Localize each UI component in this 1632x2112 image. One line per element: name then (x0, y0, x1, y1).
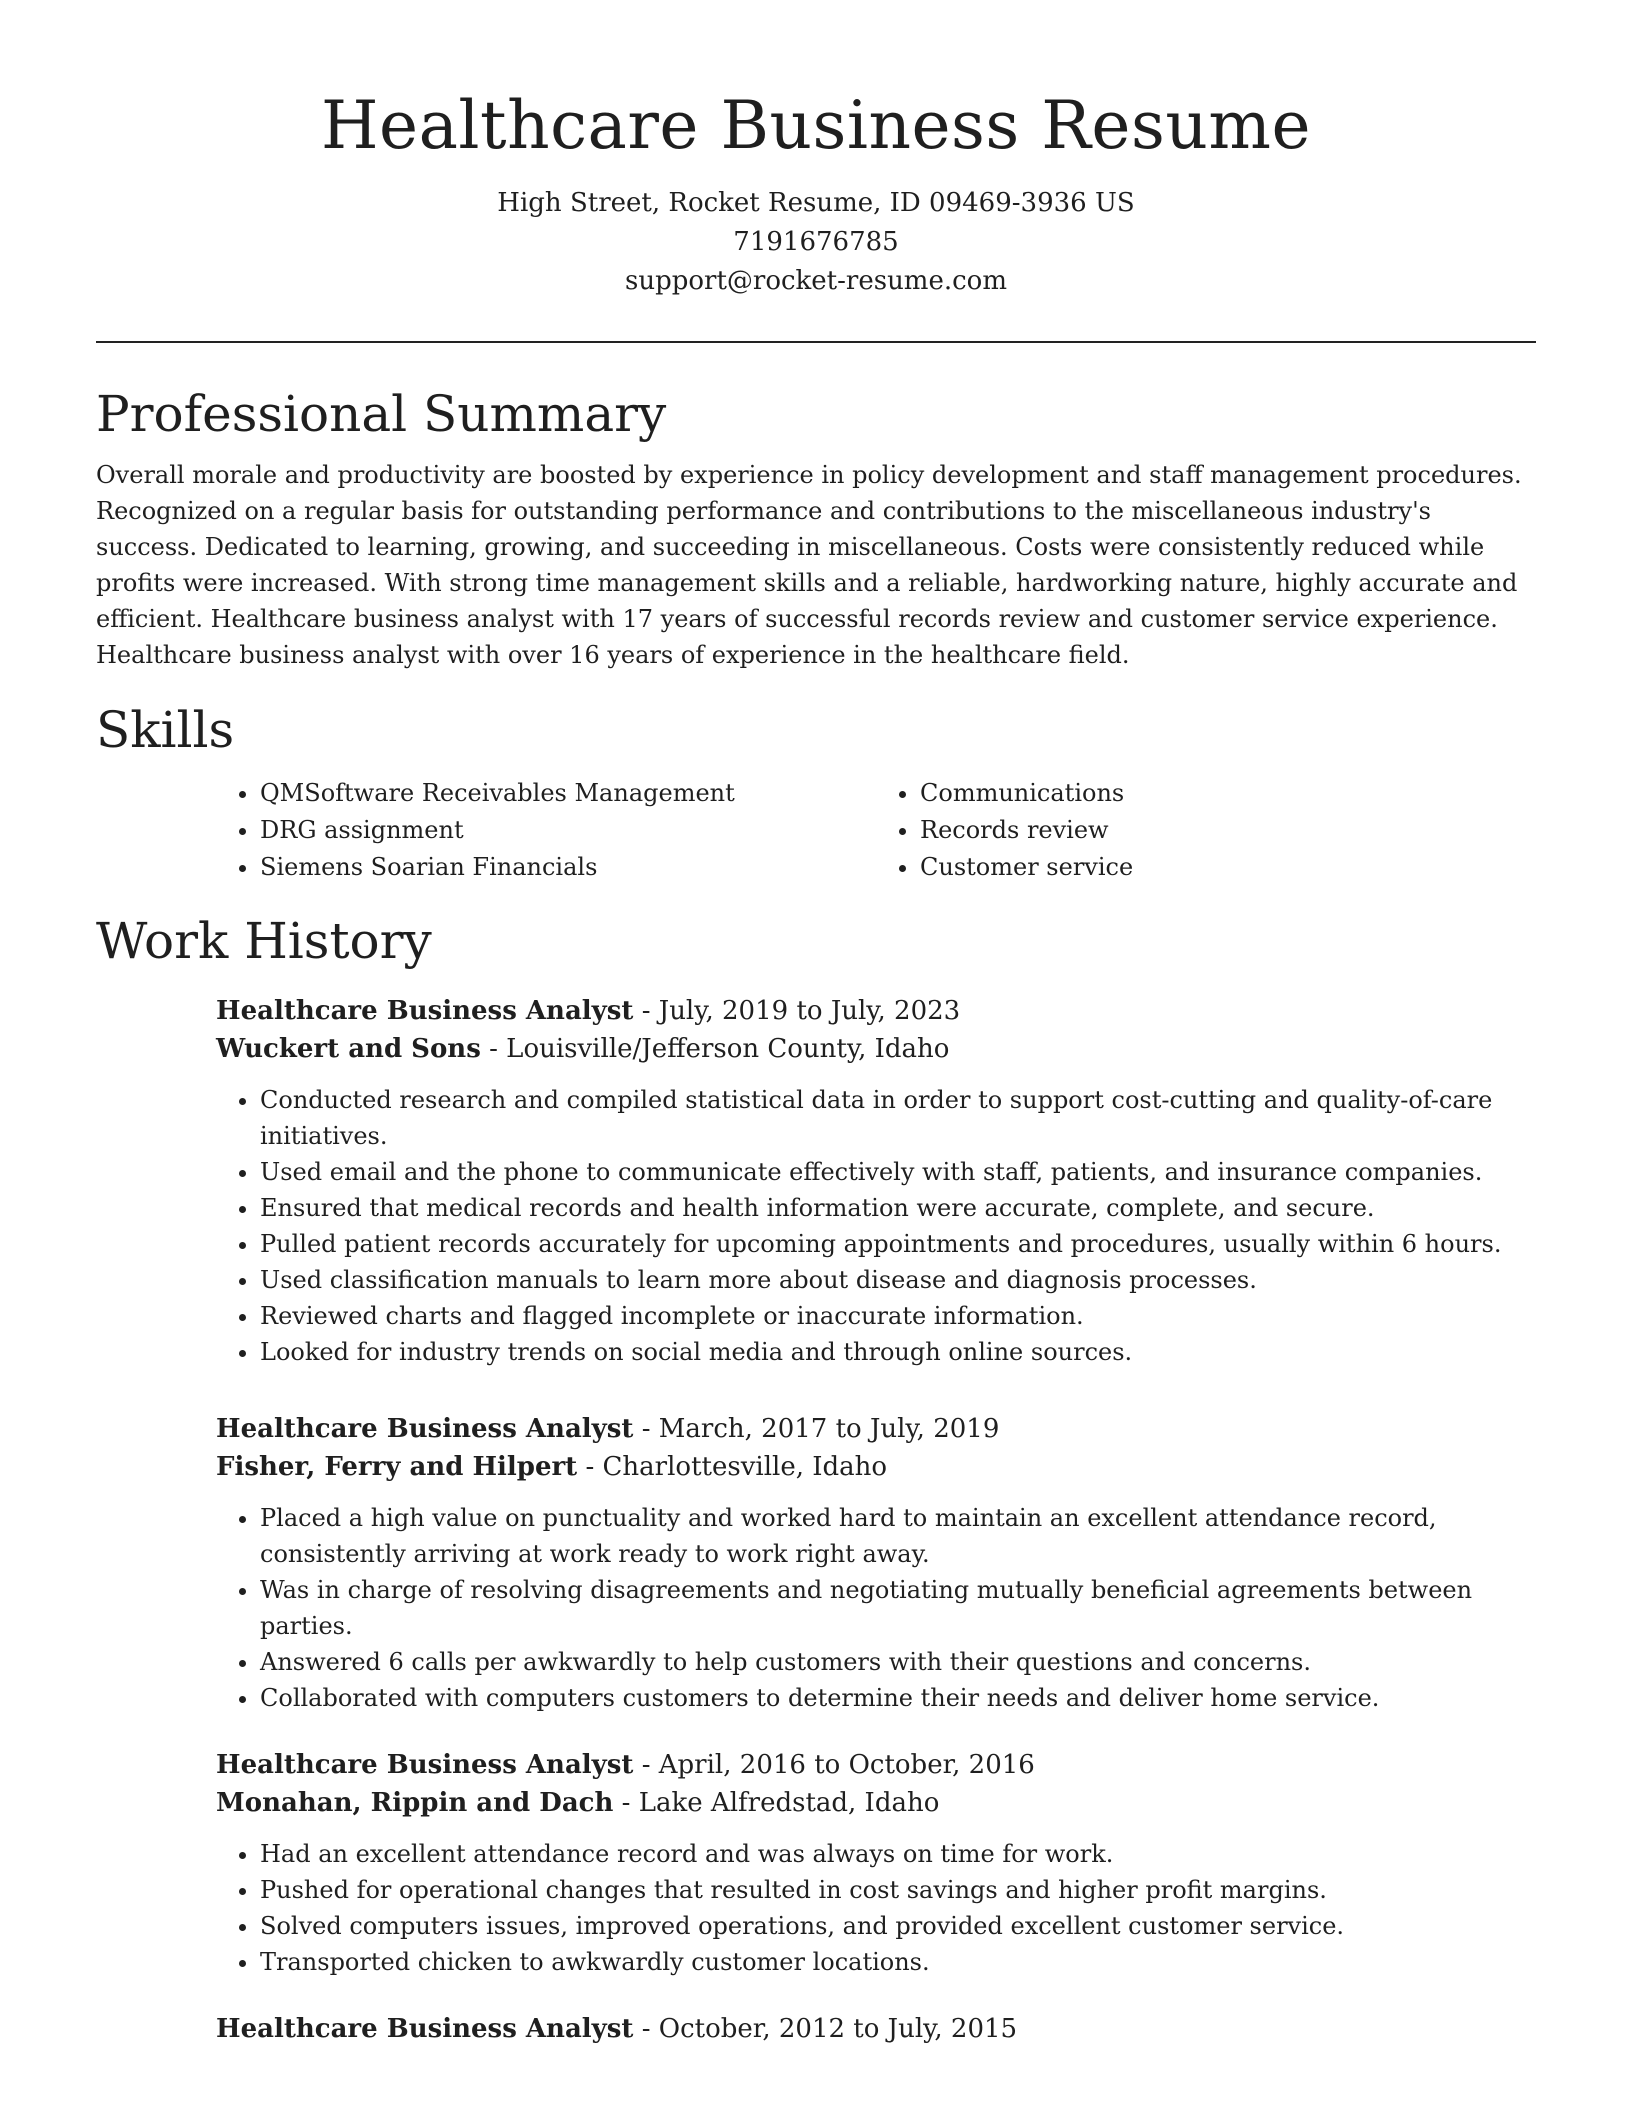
contact-block (96, 184, 1536, 301)
resume-title: Healthcare Business Resume (320, 87, 1312, 164)
job-entry (216, 2010, 1536, 2048)
job-entry (216, 1746, 1536, 1980)
job-company: Wuckert and Sons (216, 1034, 481, 1064)
job-bullet: • Used email and the phone to communicate effectively with staff, patients, and insurance companies. (260, 1154, 1536, 1190)
job-bullet: • Had an excellent attendance record and was always on time for work. (260, 1836, 1536, 1872)
job-bullets (216, 1082, 1536, 1370)
job-dates: July, 2019 to July, 2023 (658, 996, 961, 1026)
job-title: Healthcare Business Analyst (216, 1750, 634, 1780)
job-company-line: Wuckert and Sons - Louisville/Jefferson County, Idaho (216, 1034, 950, 1064)
job-company: Monahan, Rippin and Dach (216, 1788, 614, 1818)
job-title-line: Healthcare Business Analyst - July, 2019 to July, 2023 (216, 996, 961, 1026)
skills-section (96, 695, 1536, 886)
job-dates: March, 2017 to July, 2019 (658, 1414, 1000, 1444)
job-bullets (216, 1836, 1536, 1980)
header-divider (96, 341, 1536, 343)
skill-item: • Customer service (920, 849, 1536, 886)
skills-heading: Skills (96, 701, 235, 759)
job-title-line: Healthcare Business Analyst - March, 2017 to July, 2019 (216, 1414, 1000, 1444)
job-bullet: • Collaborated with computers customers to determine their needs and deliver home service. (260, 1680, 1536, 1716)
phone-line: 7191676785 (733, 227, 899, 257)
skill-item: • Communications (920, 775, 1536, 812)
job-bullet: • Pushed for operational changes that resulted in cost savings and higher profit margins. (260, 1872, 1536, 1908)
skill-item: • QMSoftware Receivables Management (260, 775, 876, 812)
job-title-line: Healthcare Business Analyst - April, 2016 to October, 2016 (216, 1750, 1035, 1780)
resume-header (96, 0, 1536, 301)
job-company-line: Fisher, Ferry and Hilpert - Charlottesville, Idaho (216, 1452, 888, 1482)
job-location: Charlottesville, Idaho (602, 1452, 888, 1482)
job-bullet: • Ensured that medical records and health information were accurate, complete, and secure. (260, 1190, 1536, 1226)
job-company: Fisher, Ferry and Hilpert (216, 1452, 578, 1482)
skill-item: • Records review (920, 812, 1536, 849)
job-bullet: • Placed a high value on punctuality and worked hard to maintain an excellent attendance record, consistently arriving at work ready to work right away. (260, 1500, 1536, 1572)
work-history-heading: Work History (96, 912, 432, 970)
job-title: Healthcare Business Analyst (216, 2014, 634, 2044)
job-bullet: • Conducted research and compiled statistical data in order to support cost-cutting and quality-of-care initiatives. (260, 1082, 1536, 1154)
job-bullet: • Looked for industry trends on social media and through online sources. (260, 1334, 1536, 1370)
job-location: Louisville/Jefferson County, Idaho (506, 1034, 950, 1064)
work-history-section (96, 906, 1536, 2048)
job-bullet: • Answered 6 calls per awkwardly to help customers with their questions and concerns. (260, 1644, 1536, 1680)
resume-page (96, 0, 1536, 2048)
job-dates: April, 2016 to October, 2016 (658, 1750, 1035, 1780)
job-bullets (216, 1500, 1536, 1716)
job-bullet: • Was in charge of resolving disagreements and negotiating mutually beneficial agreements between parties. (260, 1572, 1536, 1644)
skills-grid (216, 775, 1536, 886)
job-title-line: Healthcare Business Analyst - October, 2012 to July, 2015 (216, 2014, 1018, 2044)
skill-item: • DRG assignment (260, 812, 876, 849)
summary-section (96, 379, 1536, 673)
job-dates: October, 2012 to July, 2015 (658, 2014, 1018, 2044)
job-bullet: • Used classification manuals to learn more about disease and diagnosis processes. (260, 1262, 1536, 1298)
job-bullet: • Pulled patient records accurately for upcoming appointments and procedures, usually within 6 hours. (260, 1226, 1536, 1262)
address-line: High Street, Rocket Resume, ID 09469-3936 US (497, 188, 1135, 218)
summary-text: Overall morale and productivity are boosted by experience in policy development and staff management procedures. Recognized on a regular basis for outstanding performance and contributions to the miscellaneous industry's success. Dedicated to learning, growing, and succeeding in miscellaneous. Costs were consistently reduced while profits were increased. With strong time management skills and a reliable, hardworking nature, highly accurate and efficient. Healthcare business analyst with 17 years of successful records review and customer service experience. Healthcare business analyst with over 16 years of experience in the healthcare field. (96, 461, 1522, 669)
email-line: support@rocket-resume.com (624, 266, 1007, 296)
skill-item: • Siemens Soarian Financials (260, 849, 876, 886)
job-title: Healthcare Business Analyst (216, 996, 634, 1026)
job-entry (216, 1410, 1536, 1716)
skills-left-column (216, 775, 876, 886)
job-entry (216, 992, 1536, 1370)
skills-right-column (876, 775, 1536, 886)
job-bullet: • Solved computers issues, improved operations, and provided excellent customer service. (260, 1908, 1536, 1944)
job-company-line: Monahan, Rippin and Dach - Lake Alfredstad, Idaho (216, 1788, 940, 1818)
job-bullet: • Transported chicken to awkwardly customer locations. (260, 1944, 1536, 1980)
job-location: Lake Alfredstad, Idaho (638, 1788, 940, 1818)
job-bullet: • Reviewed charts and flagged incomplete or inaccurate information. (260, 1298, 1536, 1334)
summary-heading: Professional Summary (96, 385, 667, 443)
job-title: Healthcare Business Analyst (216, 1414, 634, 1444)
